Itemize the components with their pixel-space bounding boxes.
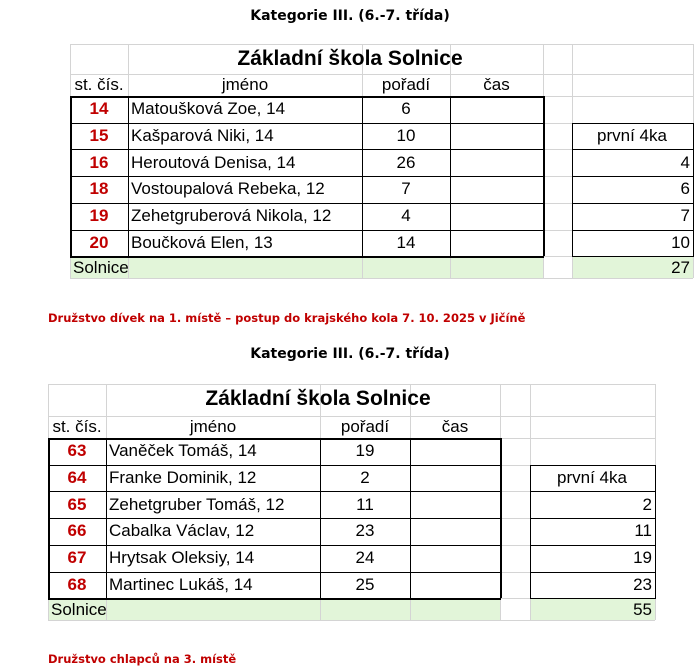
border (655, 465, 656, 599)
border (530, 465, 531, 599)
team-result-note: Družstvo chlapců na 3. místě (48, 652, 237, 666)
competitor-name: Cabalka Václav, 12 (109, 521, 255, 540)
competitor-name: Matoušková Zoe, 14 (131, 99, 286, 118)
border (48, 545, 500, 546)
competitor-name: Zehetgruberová Nikola, 12 (131, 206, 332, 225)
first4-value (574, 98, 690, 120)
border (693, 123, 694, 257)
border (572, 123, 694, 124)
first4-value: 19 (633, 548, 652, 567)
first4-label: první 4ka (597, 126, 667, 145)
competitor-name: Boučková Elen, 13 (131, 233, 273, 252)
column-header-number: st. čís. (52, 417, 102, 436)
total-label: Solnice (73, 258, 129, 277)
start-number: 65 (67, 495, 87, 514)
school-title: Základní škola Solnice (237, 47, 463, 70)
border (70, 123, 543, 124)
rank-value: 2 (360, 468, 370, 487)
rank-value: 4 (401, 206, 411, 225)
competitor-name: Vostoupalová Rebeka, 12 (131, 179, 325, 198)
time-value (410, 520, 500, 542)
column-header-rank: pořadí (340, 417, 390, 436)
time-value (450, 178, 543, 200)
competitor-name: Kašparová Niki, 14 (131, 126, 274, 145)
time-value (450, 205, 543, 227)
first4-value: 7 (680, 206, 690, 225)
time-value (450, 125, 543, 147)
total-value: 55 (633, 600, 652, 619)
category-heading: Kategorie III. (6.-7. třída) (250, 8, 450, 24)
column-header-name: jméno (189, 417, 237, 436)
column-header-number: st. čís. (74, 75, 124, 94)
competitor-name: Martinec Lukáš, 14 (109, 575, 253, 594)
start-number: 20 (89, 233, 109, 252)
competitor-name: Zehetgruber Tomáš, 12 (109, 495, 285, 514)
border (572, 230, 693, 231)
start-number: 16 (89, 153, 109, 172)
rank-value: 25 (355, 575, 375, 594)
rank-value: 10 (396, 126, 416, 145)
border (530, 491, 655, 492)
border (572, 176, 693, 177)
border (48, 572, 500, 573)
start-number: 64 (67, 468, 87, 487)
competitor-name: Franke Dominik, 12 (109, 468, 257, 487)
competitor-name: Hrytsak Oleksiy, 14 (109, 548, 255, 567)
rank-value: 11 (356, 495, 374, 514)
start-number: 67 (67, 548, 87, 567)
first4-value: 10 (671, 233, 690, 252)
border (530, 465, 656, 466)
first4-value: 2 (642, 495, 652, 514)
rank-value: 14 (396, 233, 416, 252)
first4-value: 11 (634, 521, 652, 540)
team-result-note: Družstvo dívek na 1. místě – postup do krajského kola 7. 10. 2025 v Jičíně (48, 311, 526, 325)
border (70, 230, 543, 231)
start-number: 68 (67, 575, 87, 594)
column-header-time: čas (483, 75, 510, 94)
rank-value: 7 (401, 179, 411, 198)
first4-value: 4 (680, 153, 690, 172)
column-header-time: čas (441, 417, 469, 436)
rank-value: 26 (396, 153, 416, 172)
rank-value: 19 (355, 441, 375, 460)
time-value (410, 440, 500, 462)
start-number: 15 (89, 126, 109, 145)
competitor-name: Vaněček Tomáš, 14 (109, 441, 257, 460)
rank-value: 24 (355, 548, 375, 567)
first4-value (532, 440, 652, 462)
border (572, 149, 693, 150)
border (500, 438, 502, 598)
border (70, 203, 543, 204)
school-title: Základní škola Solnice (205, 387, 431, 410)
time-value (410, 574, 500, 596)
border (70, 149, 543, 150)
column-header-rank: pořadí (381, 75, 431, 94)
border (48, 518, 500, 519)
rank-value: 6 (401, 99, 411, 118)
time-value (450, 232, 543, 254)
time-value (410, 467, 500, 489)
column-header-name: jméno (221, 75, 269, 94)
border (48, 465, 500, 466)
first4-value: 23 (633, 575, 652, 594)
start-number: 14 (89, 99, 109, 118)
start-number: 63 (67, 441, 87, 460)
start-number: 18 (89, 179, 109, 198)
border (48, 491, 500, 492)
time-value (450, 98, 543, 120)
border (572, 203, 693, 204)
border (543, 96, 545, 256)
start-number: 19 (89, 206, 109, 225)
border (70, 176, 543, 177)
time-value (410, 494, 500, 516)
first4-value: 6 (680, 179, 690, 198)
competitor-name: Heroutová Denisa, 14 (131, 153, 296, 172)
rank-value: 23 (355, 521, 375, 540)
total-label: Solnice (51, 600, 107, 619)
border (530, 572, 655, 573)
category-heading: Kategorie III. (6.-7. třída) (250, 346, 450, 362)
total-value: 27 (671, 258, 690, 277)
border (572, 123, 573, 257)
first4-label: první 4ka (557, 468, 627, 487)
start-number: 66 (67, 521, 87, 540)
border (530, 545, 655, 546)
time-value (410, 547, 500, 569)
time-value (450, 152, 543, 174)
border (530, 518, 655, 519)
